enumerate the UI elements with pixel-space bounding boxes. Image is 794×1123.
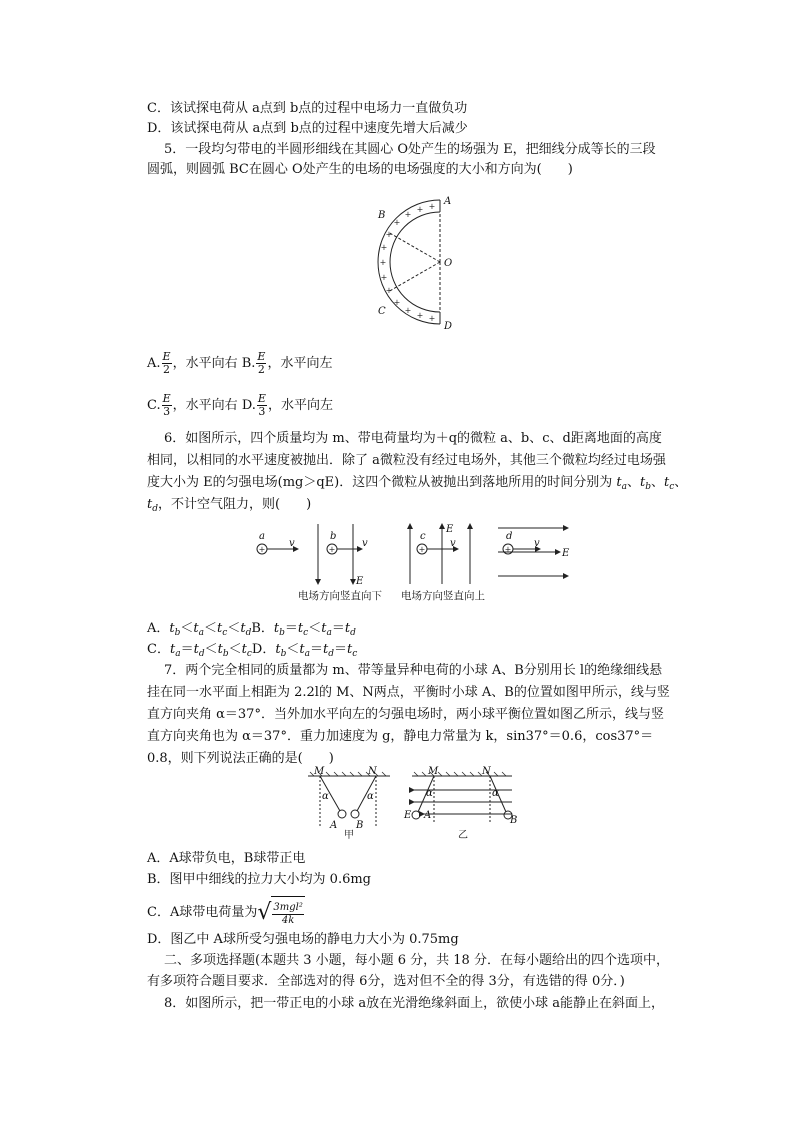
q5-option-d-text: ，水平向左 (267, 398, 333, 413)
q5-options-row-2 (147, 393, 333, 419)
q5-fig-plus: + (379, 258, 387, 267)
q7-fig-jia-a: A (330, 820, 338, 831)
q6-stem-line-1: 6．如图所示，四个质量均为 m、带电荷量均为＋q的微粒 a、b、c、d距离地面的高度 (164, 431, 662, 446)
q5-fig-plus: + (404, 210, 412, 219)
q7-figure-jia (300, 766, 400, 840)
q5-fig-label-b: B (378, 210, 386, 221)
q6-options-row-2: C．$t_a=t_d<t_b<t_cD$．$t_b<t_a=t_d=t_c$ (147, 642, 358, 659)
q7-option-a: A．A球带负电，B球带正电 (147, 851, 306, 866)
q7-fig-jia-m: M (314, 766, 325, 777)
q5-fig-plus: + (393, 298, 401, 307)
q6-fig-label-a: a (259, 531, 265, 542)
q7-figure-yi (402, 766, 522, 840)
q4-option-d: D．该试探电荷从 a点到 b点的过程中速度先增大后减少 (147, 121, 468, 136)
section2-line-1: 二、多项选择题(本题共 3 小题，每小题 6 分，共 18 分．在每小题给出的四个选项中， (164, 953, 669, 968)
q5-options-row-1 (147, 351, 332, 377)
q6-fig-label-v: v (534, 538, 540, 549)
q5-stem-line-1: 5．一段均匀带电的半圆形细线在其圆心 O处产生的场强为 E，把细线分成等长的三段 (164, 142, 656, 157)
q5-option-d-prefix: D. (241, 398, 256, 413)
q7-stem-line-3: 直方向夹角 α＝37°．当外加水平向左的匀强电场时，两小球平衡位置如图乙所示，线与竖 (147, 707, 664, 722)
q5-option-d-fraction: $\frac{E}{3}$ (257, 392, 266, 418)
q6-option-a-prefix: A． (147, 621, 170, 636)
q5-fig-plus: + (385, 230, 393, 239)
q6-fig-label-e: E (356, 576, 364, 587)
q6-fig-label-e: E (562, 548, 570, 559)
q5-fig-label-d: D (444, 321, 453, 332)
q7-fig-yi-n: N (482, 766, 491, 777)
q5-fig-label-c: C (378, 306, 386, 317)
q6-fig-label-v: v (450, 538, 456, 549)
q7-option-d: D．图乙中 A球所受匀强电场的静电力大小为 0.75mg (147, 932, 459, 947)
q8-stem-line-1: 8．如图所示，把一带正电的小球 a放在光滑绝缘斜面上，欲使小球 a能静止在斜面上， (164, 996, 665, 1011)
q7-stem-line-4: 直方向夹角也为 α＝37°．重力加速度为 g，静电力常量为 k，sin37°＝0.6，cos37°＝ (147, 729, 654, 744)
q5-fig-plus: + (416, 205, 424, 214)
q5-semicircle-figure (360, 192, 470, 332)
q6-fig-label-e: E (446, 524, 454, 535)
q7-stem-line-5: 0.8，则下列说法正确的是( ) (147, 751, 334, 766)
q7-stem-line-1: 7．两个完全相同的质量都为 m、带等量异种电荷的小球 A、B分别用长 l的绝缘细线悬 (164, 663, 663, 678)
q7-option-c-sqrt: √ $\frac{\text{3mgl²}}{4k}$ (257, 892, 304, 933)
q5-option-c-fraction: $\frac{E}{3}$ (162, 392, 171, 418)
q7-option-c-prefix: C．A球带电荷量为 (147, 905, 258, 920)
q4-option-c: C．该试探电荷从 a点到 b点的过程中电场力一直做负功 (147, 101, 468, 116)
q5-option-c-prefix: C. (147, 398, 161, 413)
q5-fig-plus: + (404, 306, 412, 315)
q5-fig-plus: + (428, 202, 436, 211)
q6-fig-label-b: b (330, 531, 337, 542)
q7-fig-yi-alpha: α (426, 788, 433, 799)
q6-stem-line-3-text: 度大小为 E的匀强电场(mg＞qE)．这四个微粒从被抛出到落地所用的时间分别为 (147, 475, 617, 490)
q5-fig-plus: + (428, 314, 436, 323)
q7-option-c (147, 892, 305, 933)
q5-option-c-text: ，水平向右 (172, 398, 238, 413)
q6-caption-field-up: 电场方向竖直向上 (401, 590, 485, 602)
q7-fig-yi-e: E (404, 810, 412, 821)
q6-fig-plus: + (504, 545, 512, 554)
q7-fig-yi-m: M (428, 766, 439, 777)
q5-option-a-fraction: $\frac{E}{2}$ (162, 350, 171, 376)
q7-option-b: B．图甲中细线的拉力大小均为 0.6mg (147, 872, 372, 887)
q6-stem-line-3: 度大小为 E的匀强电场(mg＞qE)．这四个微粒从被抛出到落地所用的时间分别为 $t_a$、$t_b$、$t_c$、 (147, 475, 688, 492)
q6-stem-line-4: $t_d$，不计空气阻力，则( ) (147, 497, 312, 514)
q7-fig-jia-n: N (368, 766, 377, 777)
q7-fig-jia-alpha: α (367, 791, 374, 802)
q5-fig-plus: + (380, 243, 388, 252)
q6-fig-label-v: v (289, 538, 295, 549)
q7-fig-yi-caption: 乙 (458, 830, 468, 840)
q6-figure (250, 522, 580, 604)
q5-fig-label-a: A (444, 196, 452, 207)
q5-fig-plus: + (380, 273, 388, 282)
q6-fig-label-c: c (420, 531, 426, 542)
q6-caption-field-down: 电场方向竖直向下 (298, 590, 382, 602)
q6-stem-line-2: 相同，以相同的水平速度被抛出．除了 a微粒没有经过电场外，其他三个微粒均经过电场强 (147, 453, 666, 468)
q5-stem-line-2: 圆弧，则圆弧 BC在圆心 O处产生的电场的电场强度的大小和方向为( ) (147, 162, 573, 177)
q5-option-b-text: ，水平向左 (267, 356, 333, 371)
q6-option-c-prefix: C． (147, 642, 170, 657)
q6-fig-plus: + (328, 545, 336, 554)
q7-fig-jia-caption: 甲 (344, 830, 354, 840)
q7-fig-yi-alpha: α (492, 788, 499, 799)
q6-fig-plus: + (418, 545, 426, 554)
q5-fig-plus: + (385, 286, 393, 295)
q7-fig-yi-b: B (510, 815, 518, 826)
q7-fig-jia-b: B (356, 820, 364, 831)
q5-fig-label-o: O (444, 258, 453, 269)
q5-option-a-text: ，水平向右 (172, 356, 238, 371)
q5-option-b-fraction: $\frac{E}{2}$ (257, 350, 266, 376)
q5-fig-plus: + (393, 218, 401, 227)
q6-fig-label-d: d (506, 531, 513, 542)
q6-fig-plus: + (258, 545, 266, 554)
q6-fig-label-v: v (362, 538, 368, 549)
q7-stem-line-2: 挂在同一水平面上相距为 2.2l的 M、N两点，平衡时小球 A、B的位置如图甲所示，线与竖 (147, 685, 670, 700)
q7-fig-jia-alpha: α (322, 791, 329, 802)
q7-fig-yi-a: A (424, 810, 432, 821)
q6-options-row-1: A．$t_b<t_a<t_c<t_dB$．$t_b=t_c<t_a=t_d$ (147, 621, 356, 638)
q5-option-b-prefix: B. (241, 356, 256, 371)
q5-option-a-prefix: A. (147, 356, 161, 371)
q5-fig-plus: + (416, 311, 424, 320)
section2-line-2: 有多项符合题目要求．全部选对的得 6分，选对但不全的得 3分，有选错的得 0分．) (147, 974, 625, 989)
q6-stem-line-4-text: ，不计空气阻力，则( ) (158, 497, 312, 512)
